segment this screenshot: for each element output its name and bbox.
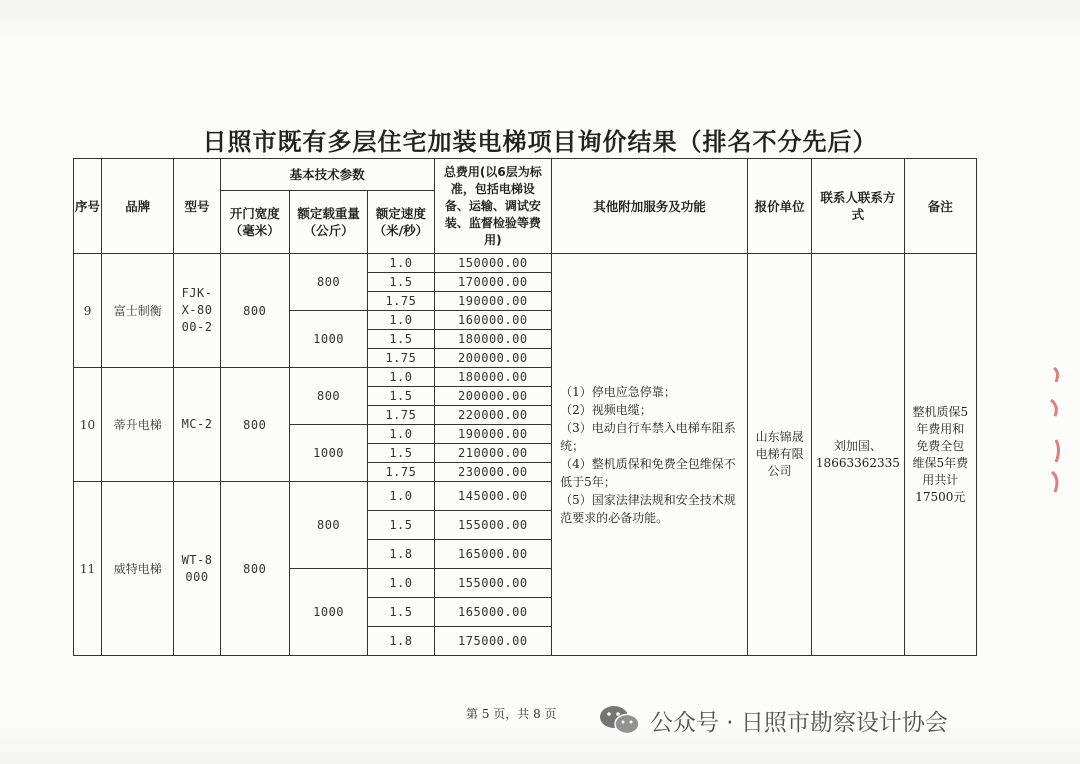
service-item: （1）停电应急停靠；	[560, 384, 676, 399]
cell-rated-speed: 1.75	[368, 349, 434, 368]
header-quote-unit: 报价单位	[747, 159, 811, 254]
cell-total-cost: 175000.00	[434, 627, 552, 656]
header-tech-params: 基本技术参数	[220, 159, 434, 191]
cell-rated-speed: 1.5	[368, 598, 434, 627]
cell-rated-load: 1000	[289, 425, 367, 482]
cell-total-cost: 150000.00	[434, 254, 552, 273]
service-item: （5）国家法律法规和安全技术规范要求的必备功能。	[560, 492, 736, 525]
cell-brand: 富士制衡	[102, 254, 174, 368]
cell-rated-speed: 1.5	[368, 273, 434, 292]
table-row	[74, 254, 977, 273]
header-extra-services: 其他附加服务及功能	[552, 159, 748, 254]
red-stamp-fragment	[1046, 360, 1066, 510]
cell-total-cost: 165000.00	[434, 598, 552, 627]
cell-total-cost: 220000.00	[434, 406, 552, 425]
cell-total-cost: 190000.00	[434, 425, 552, 444]
watermark	[598, 700, 948, 740]
cell-quote-company: 山东锦晟电梯有限公司	[747, 254, 811, 656]
contact-name: 刘加国、	[833, 438, 882, 453]
cell-rated-speed: 1.0	[368, 425, 434, 444]
cell-rated-load: 800	[289, 254, 367, 311]
cell-brand: 蒂升电梯	[102, 368, 174, 482]
header-door-width: 开门宽度（毫米）	[220, 191, 289, 254]
cell-rated-speed: 1.0	[368, 368, 434, 387]
watermark-text: 公众号 · 日照市勘察设计协会	[650, 709, 948, 736]
cell-rated-speed: 1.0	[368, 569, 434, 598]
cell-seq: 11	[74, 482, 102, 656]
service-item: （3）电动自行车禁入电梯车阻系统；	[560, 420, 736, 453]
cell-total-cost: 160000.00	[434, 311, 552, 330]
cell-total-cost: 155000.00	[434, 569, 552, 598]
cell-total-cost: 165000.00	[434, 540, 552, 569]
cell-model: FJK-X-8000-2	[174, 254, 220, 368]
header-remarks: 备注	[904, 159, 976, 254]
cell-total-cost: 155000.00	[434, 511, 552, 540]
cell-model: WT-8000	[174, 482, 220, 656]
cell-rated-speed: 1.0	[368, 311, 434, 330]
cell-total-cost: 190000.00	[434, 292, 552, 311]
header-brand: 品牌	[102, 159, 174, 254]
cell-rated-speed: 1.5	[368, 511, 434, 540]
cell-remarks: 整机质保5年费用和免费全包维保5年费用共计17500元	[904, 254, 976, 656]
price-table	[73, 158, 977, 656]
header-model: 型号	[174, 159, 220, 254]
cell-rated-load: 1000	[289, 569, 367, 656]
cell-total-cost: 210000.00	[434, 444, 552, 463]
cell-total-cost: 180000.00	[434, 330, 552, 349]
cell-door-width: 800	[220, 368, 289, 482]
cell-rated-speed: 1.8	[368, 627, 434, 656]
cell-brand: 威特电梯	[102, 482, 174, 656]
cell-total-cost: 200000.00	[434, 387, 552, 406]
page-title: 日照市既有多层住宅加装电梯项目询价结果（排名不分先后）	[202, 128, 878, 156]
cell-seq: 9	[74, 254, 102, 368]
header-rated-speed: 额定速度（米/秒）	[368, 191, 434, 254]
cell-door-width: 800	[220, 482, 289, 656]
cell-rated-load: 800	[289, 368, 367, 425]
cell-total-cost: 145000.00	[434, 482, 552, 511]
contact-phone: 18663362335	[815, 455, 900, 470]
cell-rated-load: 800	[289, 482, 367, 569]
cell-rated-speed: 1.8	[368, 540, 434, 569]
cell-total-cost: 200000.00	[434, 349, 552, 368]
cell-total-cost: 170000.00	[434, 273, 552, 292]
cell-rated-load: 1000	[289, 311, 367, 368]
cell-contact	[812, 254, 904, 656]
service-item: （4）整机质保和免费全包维保不低于5年；	[560, 456, 736, 489]
cell-total-cost: 180000.00	[434, 368, 552, 387]
cell-door-width: 800	[220, 254, 289, 368]
cell-seq: 10	[74, 368, 102, 482]
cell-model: MC-2	[174, 368, 220, 482]
cell-rated-speed: 1.75	[368, 406, 434, 425]
cell-rated-speed: 1.75	[368, 463, 434, 482]
header-rated-load: 额定载重量（公斤）	[289, 191, 367, 254]
header-total-cost: 总费用(以6层为标准，包括电梯设备、运输、调试安装、监督检验等费用)	[434, 159, 552, 254]
cell-total-cost: 230000.00	[434, 463, 552, 482]
wechat-icon	[598, 703, 642, 737]
cell-rated-speed: 1.0	[368, 254, 434, 273]
header-contact: 联系人联系方式	[812, 159, 904, 254]
service-item: （2）视频电缆；	[560, 402, 652, 417]
header-seq: 序号	[74, 159, 102, 254]
page-number: 第 5 页，共 8 页	[466, 707, 557, 721]
cell-extra-services	[552, 254, 748, 656]
cell-rated-speed: 1.0	[368, 482, 434, 511]
cell-rated-speed: 1.5	[368, 444, 434, 463]
cell-rated-speed: 1.5	[368, 387, 434, 406]
cell-rated-speed: 1.5	[368, 330, 434, 349]
cell-rated-speed: 1.75	[368, 292, 434, 311]
